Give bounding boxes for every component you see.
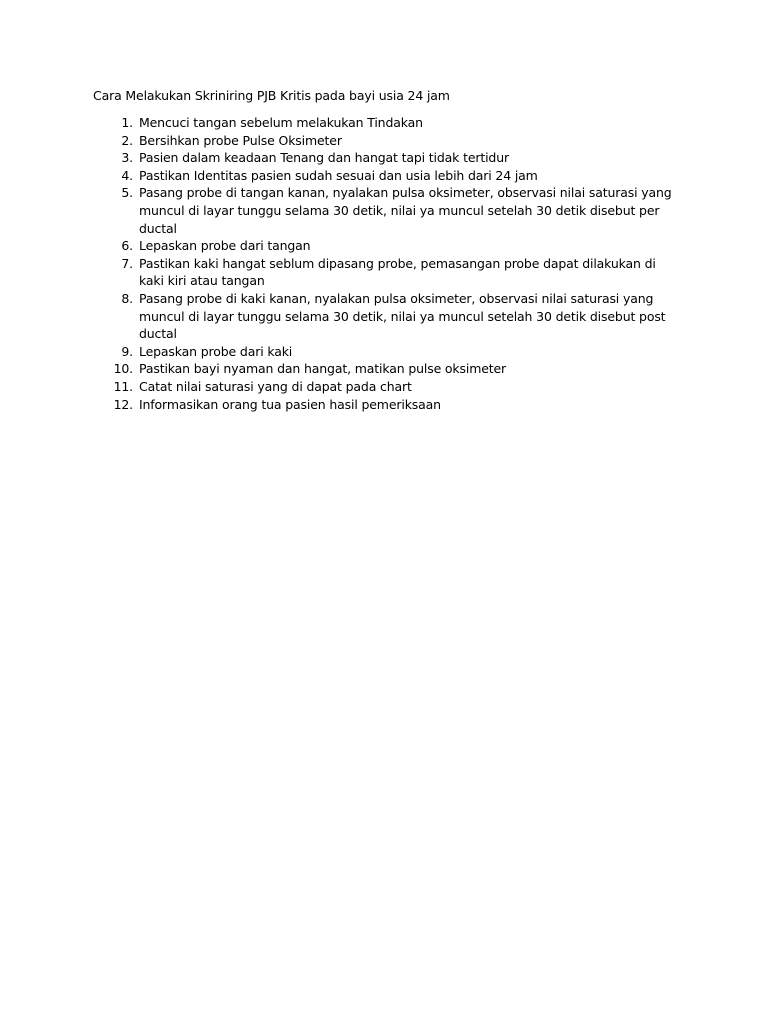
step-text: Pastikan bayi nyaman dan hangat, matikan pulse oksimeter: [139, 361, 507, 377]
step-number: 8.: [121, 290, 133, 306]
step-text: Informasikan orang tua pasien hasil pemeriksaan: [139, 396, 441, 412]
step-number: 3.: [121, 150, 133, 166]
step-text: Pasang probe di tangan kanan, nyalakan pulsa oksimeter, observasi nilai saturasi yang muncul di layar tunggu selama 30 detik, nilai ya muncul setelah 30 detik disebut per ductal: [139, 185, 672, 236]
list-item: [93, 132, 683, 150]
step-number: 5.: [121, 185, 133, 201]
step-number: 7.: [121, 255, 133, 271]
step-number: 1.: [121, 115, 133, 130]
list-item: [93, 396, 683, 414]
list-item: [93, 167, 683, 185]
document-title: Cara Melakukan Skriniring PJB Kritis pada bayi usia 24 jam: [93, 88, 450, 103]
step-text: Lepaskan probe dari kaki: [139, 343, 293, 359]
list-item: [93, 290, 683, 343]
list-item: [93, 114, 683, 132]
step-text: Pastikan Identitas pasien sudah sesuai dan usia lebih dari 24 jam: [139, 167, 538, 183]
step-text: Pasang probe di kaki kanan, nyalakan pulsa oksimeter, observasi nilai saturasi yang muncul di layar tunggu selama 30 detik, nilai ya muncul setelah 30 detik disebut post ductal: [139, 290, 666, 342]
step-text: Catat nilai saturasi yang di dapat pada chart: [139, 378, 412, 394]
step-text: Mencuci tangan sebelum melakukan Tindakan: [139, 115, 423, 130]
list-item: [93, 184, 683, 237]
step-text: Lepaskan probe dari tangan: [139, 238, 311, 254]
step-number: 9.: [121, 343, 133, 359]
list-item: [93, 237, 683, 255]
list-item: [93, 360, 683, 378]
step-number: 10.: [113, 361, 133, 377]
step-text: Pastikan kaki hangat seblum dipasang probe, pemasangan probe dapat dilakukan di kaki kiri atau tangan: [139, 255, 656, 289]
step-number: 2.: [121, 132, 133, 148]
steps-list: [93, 114, 683, 413]
list-item: [93, 255, 683, 290]
list-item: [93, 343, 683, 361]
step-number: 4.: [121, 167, 133, 183]
step-number: 6.: [121, 238, 133, 254]
list-item: [93, 378, 683, 396]
step-text: Bersihkan probe Pulse Oksimeter: [139, 132, 342, 148]
step-text: Pasien dalam keadaan Tenang dan hangat tapi tidak tertidur: [139, 150, 509, 166]
step-number: 12.: [113, 396, 133, 412]
step-number: 11.: [113, 378, 133, 394]
list-item: [93, 149, 683, 167]
